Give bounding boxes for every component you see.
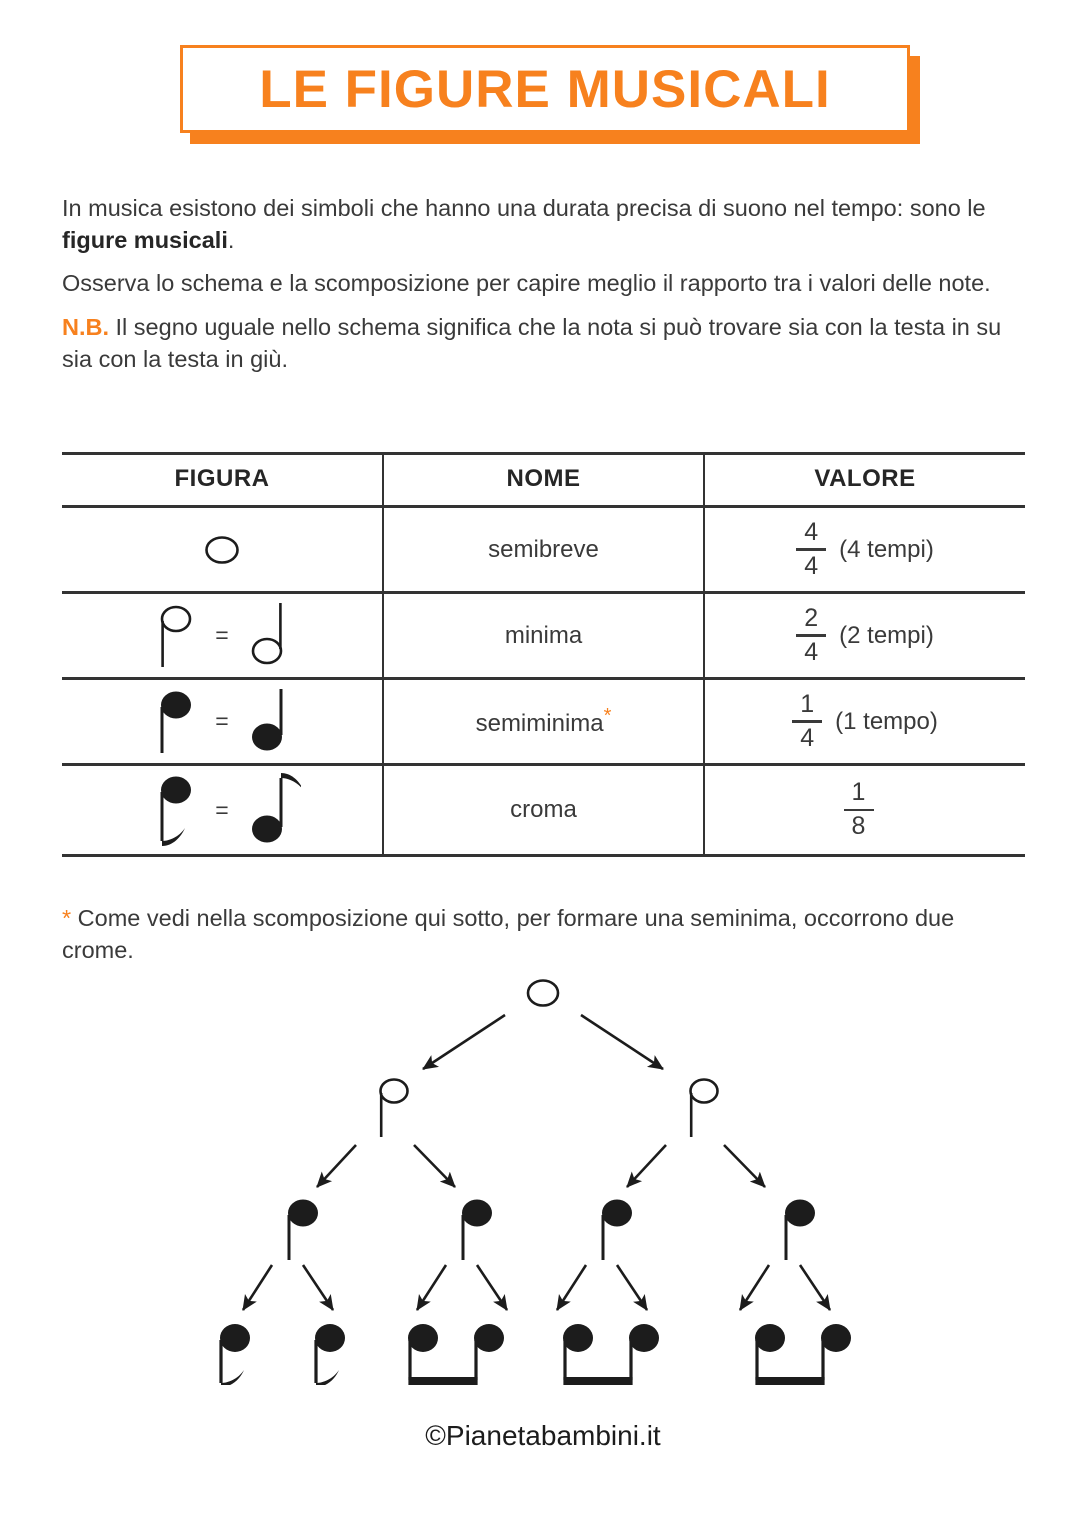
name-label: semiminima <box>475 710 604 737</box>
value-wrapper <box>706 780 1024 840</box>
fraction-numerator: 4 <box>804 517 819 546</box>
tempi-label: (1 tempo) <box>835 707 938 735</box>
tree-svg <box>0 965 1086 1385</box>
tempi-label: (2 tempi) <box>839 621 934 649</box>
fraction-2-4 <box>796 603 826 666</box>
nb-text: Il segno uguale nello schema significa che la nota si può trovare sia con la testa in su sia con la testa in giù. <box>62 314 1002 372</box>
tempi-label: (4 tempi) <box>839 535 934 563</box>
whole-note-icon <box>190 519 254 581</box>
nb-label: N.B. <box>62 314 109 341</box>
tree-node-semiminima-4 <box>785 1200 815 1261</box>
fraction-bar <box>792 720 822 723</box>
intro-p1-bold: figure musicali <box>62 226 228 253</box>
figure-cell-semibreve <box>62 507 383 593</box>
footnote-star: * <box>62 905 72 931</box>
croma-note <box>63 767 381 853</box>
table-row <box>62 679 1025 765</box>
tree-node-semiminima-2 <box>462 1200 492 1261</box>
fraction-numerator: 1 <box>800 689 815 718</box>
tree-node-croma-2 <box>315 1324 345 1385</box>
tree-node-semiminima-3 <box>602 1200 632 1261</box>
fraction-numerator: 2 <box>804 603 819 632</box>
intro-paragraph-3 <box>62 312 1027 375</box>
fraction-bar <box>796 634 826 637</box>
equals-sign: = <box>215 622 229 648</box>
footnote-star-marker: * <box>603 705 612 727</box>
footer-credit: ©Pianetabambini.it <box>425 1420 661 1451</box>
intro-text-block <box>62 193 1027 388</box>
tree-node-semiminima-1 <box>288 1200 318 1261</box>
tree-node-croma-pair-4 <box>755 1324 851 1385</box>
table-row <box>62 507 1025 593</box>
fraction-bar <box>844 809 874 812</box>
table-row <box>62 593 1025 679</box>
column-header-valore: VALORE <box>704 454 1025 507</box>
intro-p1-part-b: . <box>227 226 235 253</box>
intro-p1-part-a: In musica esistono dei simboli che hanno una durata precisa di suono nel tempo: sono le <box>62 195 986 221</box>
fraction-denominator: 8 <box>851 812 866 841</box>
eighth-note-stem-down-icon <box>143 767 201 853</box>
fraction-denominator: 4 <box>804 637 819 666</box>
semibreve-note <box>63 519 381 581</box>
equals-sign: = <box>215 708 229 734</box>
value-wrapper <box>706 517 1024 580</box>
tree-node-semibreve <box>528 981 558 1006</box>
quarter-note-stem-up-icon <box>243 683 301 761</box>
fraction-4-4 <box>796 517 826 580</box>
tree-node-minima-2 <box>691 1080 718 1138</box>
fraction-1-4 <box>792 689 822 752</box>
intro-paragraph-2: Osserva lo schema e la scomposizione per capire meglio il rapporto tra i valori delle note. <box>62 270 991 297</box>
note-decomposition-tree <box>0 965 1086 1385</box>
name-cell-semiminima <box>383 679 704 765</box>
page-title-banner <box>180 45 910 133</box>
tree-node-croma-pair-3 <box>563 1324 659 1385</box>
name-cell-minima: minima <box>383 593 704 679</box>
tree-arrows-level3 <box>243 1265 830 1310</box>
semiminima-note <box>63 683 381 761</box>
equals-sign: = <box>215 796 229 823</box>
tree-node-croma-1 <box>220 1324 250 1385</box>
intro-paragraph-1 <box>62 193 1027 256</box>
fraction-numerator: 1 <box>851 778 866 807</box>
eighth-note-stem-up-icon <box>243 767 301 853</box>
value-cell-croma <box>704 765 1025 856</box>
fraction-bar <box>796 548 826 551</box>
name-cell-semibreve: semibreve <box>383 507 704 593</box>
column-header-figura: FIGURA <box>62 454 383 507</box>
quarter-note-stem-down-icon <box>143 683 201 761</box>
value-cell-semiminima <box>704 679 1025 765</box>
value-cell-minima <box>704 593 1025 679</box>
tree-node-minima-1 <box>381 1080 408 1138</box>
title-box <box>180 45 910 133</box>
fraction-denominator: 4 <box>800 723 815 752</box>
value-wrapper <box>706 603 1024 666</box>
footnote-text: Come vedi nella scomposizione qui sotto, per formare una seminima, occorrono due crome. <box>62 905 955 963</box>
table-header-row <box>62 454 1025 507</box>
figure-cell-semiminima <box>62 679 383 765</box>
minima-note <box>63 597 381 675</box>
figure-cell-minima <box>62 593 383 679</box>
fraction-denominator: 4 <box>804 551 819 580</box>
figure-cell-croma <box>62 765 383 856</box>
table-row <box>62 765 1025 856</box>
tree-node-croma-pair-2 <box>408 1324 504 1385</box>
value-wrapper <box>706 689 1024 752</box>
figure-values-table <box>62 452 1025 857</box>
fraction-1-8 <box>844 780 874 840</box>
footnote-block <box>62 903 1027 966</box>
half-note-stem-down-icon <box>143 597 201 675</box>
page-title: LE FIGURE MUSICALI <box>259 59 831 119</box>
tree-arrows-level2 <box>317 1145 765 1187</box>
tree-arrows-level1 <box>423 1015 663 1069</box>
half-note-stem-up-icon <box>243 597 301 675</box>
value-cell-semibreve <box>704 507 1025 593</box>
name-cell-croma: croma <box>383 765 704 856</box>
column-header-nome: NOME <box>383 454 704 507</box>
